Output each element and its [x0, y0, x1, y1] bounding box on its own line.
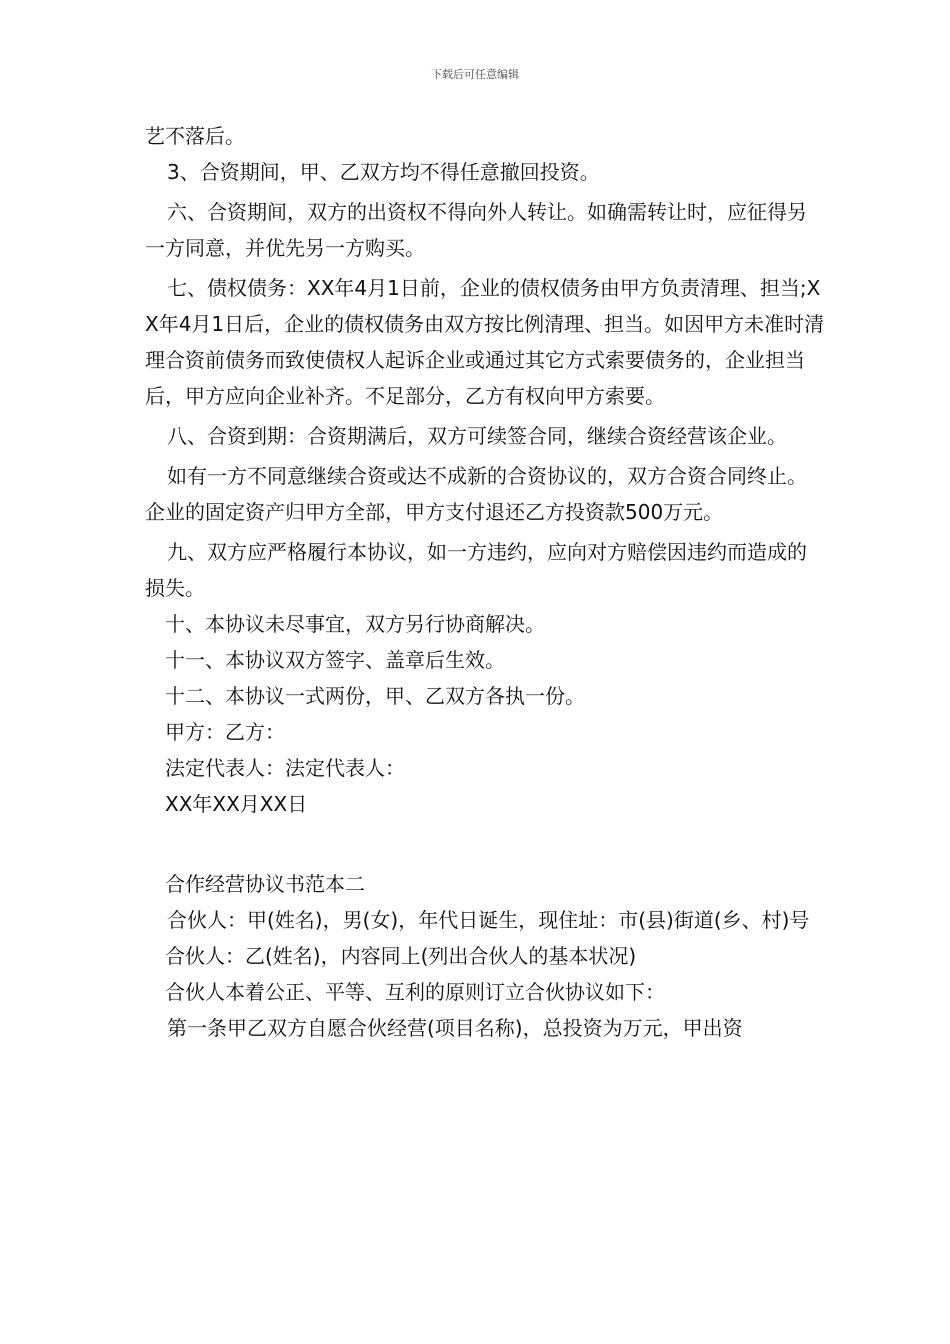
paragraph-clause-seven: 七、债权债务：XX年4月1日前，企业的债权债务由甲方负责清理、担当;XX年4月1日后，企业的债权债务由双方按比例清理、担当。如因甲方未准时清理合资前债务而致使债权人起诉企业或通过其它方式索要债务的，企业担当后，甲方应向企业补齐。不足部分，乙方有权向甲方索要。 — [145, 276, 825, 408]
paragraph-article-one: 第一条甲乙双方自愿合伙经营(项目名称)，总投资为万元，甲出资 — [167, 1016, 743, 1040]
document-body — [145, 118, 825, 1046]
paragraph-principles: 合伙人本着公正、平等、互利的原则订立合伙协议如下： — [165, 980, 665, 1004]
section-title: 合作经营协议书范本二 — [165, 872, 365, 896]
paragraph-clause-ten: 十、本协议未尽事宜，双方另行协商解决。 — [165, 612, 545, 636]
section-spacer — [145, 822, 825, 866]
paragraph-partner-a: 合伙人：甲(姓名)，男(女)，年代日诞生，现住址：市(县)街道(乡、村)号 — [167, 908, 810, 932]
page-header: 下载后可任意编辑 — [431, 68, 519, 81]
paragraph-clause-nine: 九、双方应严格履行本协议，如一方违约，应向对方赔偿因违约而造成的损失。 — [145, 540, 807, 600]
signature-representatives: 法定代表人：法定代表人： — [165, 756, 405, 780]
paragraph-partner-b: 合伙人：乙(姓名)，内容同上(列出合伙人的基本状况) — [165, 944, 637, 968]
paragraph-continuation: 艺不落后。 — [145, 124, 245, 148]
signature-parties: 甲方：乙方： — [165, 720, 285, 744]
paragraph-clause-twelve: 十二、本协议一式两份，甲、乙双方各执一份。 — [165, 684, 585, 708]
paragraph-clause-six: 六、合资期间，双方的出资权不得向外人转让。如确需转让时，应征得另一方同意，并优先另一方购买。 — [145, 200, 807, 260]
paragraph-termination: 如有一方不同意继续合资或达不成新的合资协议的，双方合资合同终止。企业的固定资产归甲方全部，甲方支付退还乙方投资款500万元。 — [145, 464, 807, 524]
paragraph-clause-eight: 八、合资到期：合资期满后，双方可续签合同，继续合资经营该企业。 — [167, 424, 787, 448]
paragraph-clause-3: 3、合资期间，甲、乙双方均不得任意撤回投资。 — [167, 160, 600, 184]
paragraph-clause-eleven: 十一、本协议双方签字、盖章后生效。 — [165, 648, 505, 672]
signature-date: XX年XX月XX日 — [165, 792, 308, 816]
